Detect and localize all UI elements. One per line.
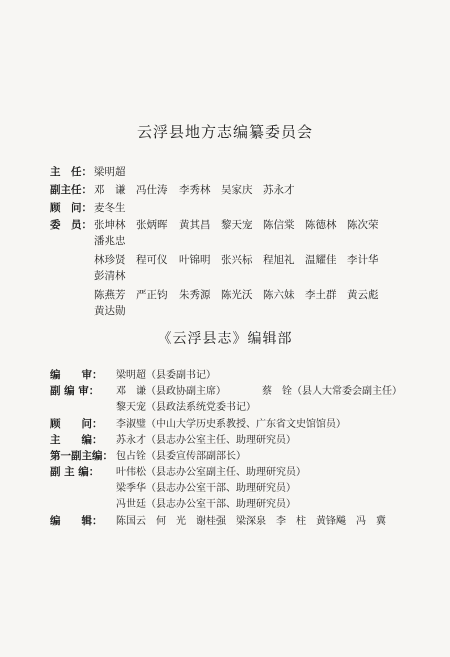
- role-label: 副主任：: [50, 184, 92, 196]
- committee-row: [0, 234, 450, 249]
- role-label: 编 审：: [50, 369, 103, 381]
- role-label: 副 主 编：: [50, 466, 100, 478]
- editorial-row: [0, 449, 450, 464]
- member-entry: 李淑璧（中山大学历史系教授、广东省文史馆馆员）: [116, 419, 346, 430]
- member-name: 黄云彪: [347, 289, 379, 301]
- committee-row: [0, 201, 450, 216]
- member-name: 麦冬生: [94, 202, 126, 214]
- member-name: 陈燕芳: [94, 289, 126, 301]
- committee-title: 云浮县地方志编纂委员会: [136, 123, 313, 141]
- editorial-row: [0, 497, 450, 512]
- member-entry: 冯世廷（县志办公室干部、助理研究员）: [116, 499, 296, 510]
- member-name: 李土群: [305, 289, 337, 301]
- role-label: 编 辑：: [50, 515, 103, 527]
- editorial-row: [0, 465, 450, 480]
- role-label: 第一副主编：: [50, 450, 113, 462]
- member-name: 陈光沃: [221, 289, 253, 301]
- member-entry: 包占铨（县委宣传部副部长）: [116, 451, 246, 462]
- member-name: 陈次荣: [347, 219, 379, 231]
- member-name: 苏永才: [263, 184, 295, 196]
- member-name: 梁明超: [94, 166, 126, 178]
- member-entry-secondary: 蔡 铨（县人大常委会副主任）: [262, 386, 402, 397]
- member-name: 黎天宠: [221, 219, 253, 231]
- committee-row: [0, 269, 450, 284]
- committee-row: [0, 183, 450, 198]
- committee-row: [0, 253, 450, 268]
- member-name: 程可仪: [136, 254, 168, 266]
- member-name: 邓 谦: [94, 184, 126, 196]
- member-name: 张炳晖: [136, 219, 168, 231]
- editorial-row: [0, 481, 450, 496]
- member-name: 陈信棠: [263, 219, 295, 231]
- committee-row: [0, 288, 450, 303]
- member-entry: 邓 谦（县政协副主席）: [116, 386, 226, 397]
- member-name: 严正钧: [136, 289, 168, 301]
- member-name: 林珍贤: [94, 254, 126, 266]
- member-entry: 梁季华（县志办公室干部、助理研究员）: [116, 483, 296, 494]
- member-name: 潘兆忠: [94, 235, 126, 247]
- member-name: 黄其昌: [179, 219, 211, 231]
- member-name: 陈德林: [305, 219, 337, 231]
- editorial-title: 《云浮县志》编辑部: [157, 331, 293, 347]
- member-name: 李秀林: [179, 184, 211, 196]
- member-name: 吴家庆: [221, 184, 253, 196]
- member-entry: 陈国云 何 光 谢桂强 梁深泉 李 柱 黄锋飚 冯 冀: [116, 516, 386, 527]
- editorial-row: [0, 514, 450, 529]
- role-label: 顾 问：: [50, 418, 103, 430]
- committee-row: [0, 218, 450, 233]
- member-name: 黄达勋: [94, 305, 126, 317]
- role-label: 副 编 审：: [50, 385, 100, 397]
- role-label: 顾 问：: [50, 202, 92, 214]
- member-entry: 黎天宠（县政法系统党委书记）: [116, 402, 256, 413]
- editorial-row: [0, 368, 450, 383]
- committee-row: [0, 304, 450, 319]
- editorial-row: [0, 384, 450, 399]
- member-name: 陈六妹: [263, 289, 295, 301]
- committee-row: [0, 165, 450, 180]
- editorial-row: [0, 400, 450, 415]
- editorial-row: [0, 433, 450, 448]
- role-label: 主 任：: [50, 166, 92, 178]
- role-label: 委 员：: [50, 219, 92, 231]
- member-name: 程旭礼: [263, 254, 295, 266]
- member-name: 李计华: [347, 254, 379, 266]
- editorial-row: [0, 417, 450, 432]
- member-name: 张兴标: [221, 254, 253, 266]
- member-name: 朱秀源: [179, 289, 211, 301]
- member-name: 彭清林: [94, 270, 126, 282]
- member-name: 张坤林: [94, 219, 126, 231]
- member-entry: 叶伟松（县志办公室副主任、助理研究员）: [116, 467, 306, 478]
- member-entry: 梁明超（县委副书记）: [116, 370, 216, 381]
- member-name: 温耀佳: [305, 254, 337, 266]
- member-name: 冯仕涛: [136, 184, 168, 196]
- member-entry: 苏永才（县志办公室主任、助理研究员）: [116, 435, 296, 446]
- role-label: 主 编：: [50, 434, 103, 446]
- member-name: 叶锦明: [179, 254, 211, 266]
